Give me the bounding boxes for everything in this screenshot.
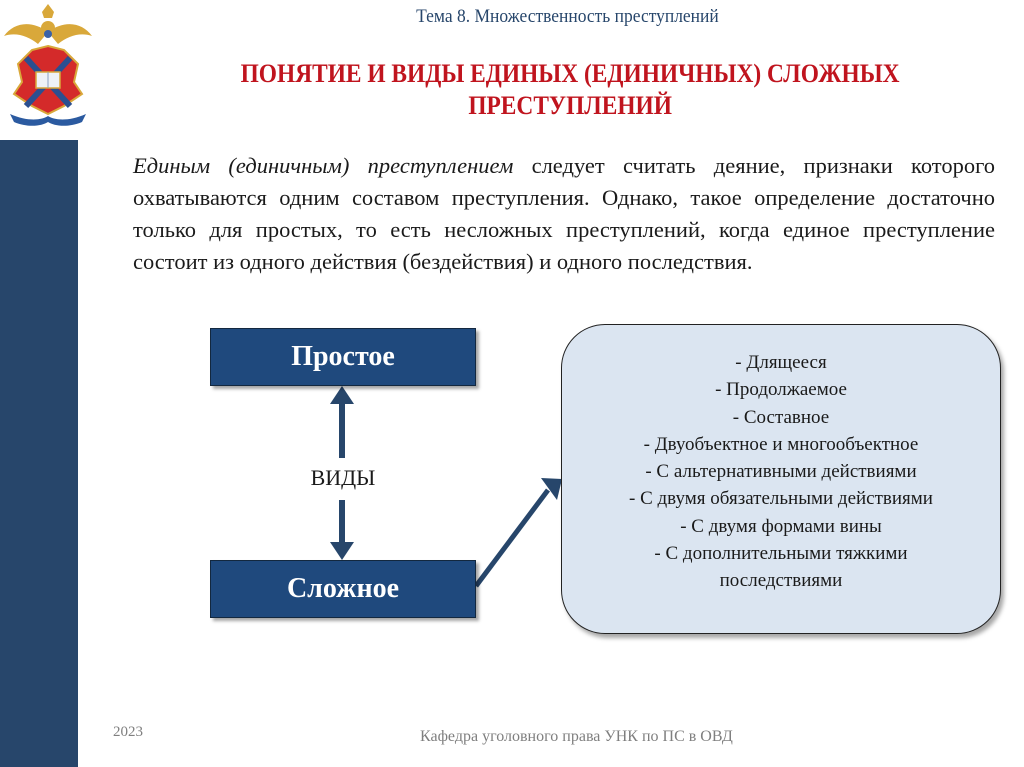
- definition-text: следует считать деяние, признаки которого охватываются одним составом преступления. Однако, такое определение достаточно только для простых, то есть несложных преступлений, когда единое преступление состоит из одного действия (бездействия) и одного последствия.: [133, 153, 995, 274]
- list-item: - Длящееся: [735, 352, 827, 373]
- title-line-2: ПРЕСТУПЛЕНИЙ: [468, 91, 672, 120]
- list-item: последствиями: [719, 570, 843, 592]
- list-item: - С двумя формами вины: [680, 515, 882, 537]
- list-item: - С двумя обязательными действиями: [629, 488, 933, 510]
- definition-paragraph: [133, 150, 995, 278]
- arrow-up-icon: [330, 386, 354, 404]
- definition-term: Единым (единичным) преступлением: [133, 153, 514, 178]
- simple-crime-box: Простое: [210, 328, 476, 386]
- arrow-diagonal-icon: [541, 478, 562, 500]
- topic-heading: Тема 8. Множественность преступлений: [415, 6, 719, 27]
- complex-crime-box: Сложное: [210, 560, 476, 618]
- footer-year: 2023: [113, 724, 143, 740]
- list-item: - С альтернативными действиями: [645, 461, 917, 483]
- left-sidebar-stripe: [0, 140, 78, 767]
- list-item: - Составное: [732, 406, 830, 428]
- title-line-1: ПОНЯТИЕ И ВИДЫ ЕДИНЫХ (ЕДИНИЧНЫХ) СЛОЖНЫХ: [240, 59, 900, 88]
- types-label: ВИДЫ: [310, 465, 376, 490]
- list-item: - Двуобъектное и многообъектное: [643, 433, 919, 455]
- list-item: - Продолжаемое: [715, 379, 847, 401]
- footer-department: Кафедра уголовного права УНК по ПС в ОВД: [420, 728, 733, 745]
- arrow-down-icon: [330, 542, 354, 560]
- slide-title: [150, 58, 990, 122]
- complex-types-list: [561, 324, 1001, 634]
- list-item: - С дополнительными тяжкими: [654, 543, 908, 565]
